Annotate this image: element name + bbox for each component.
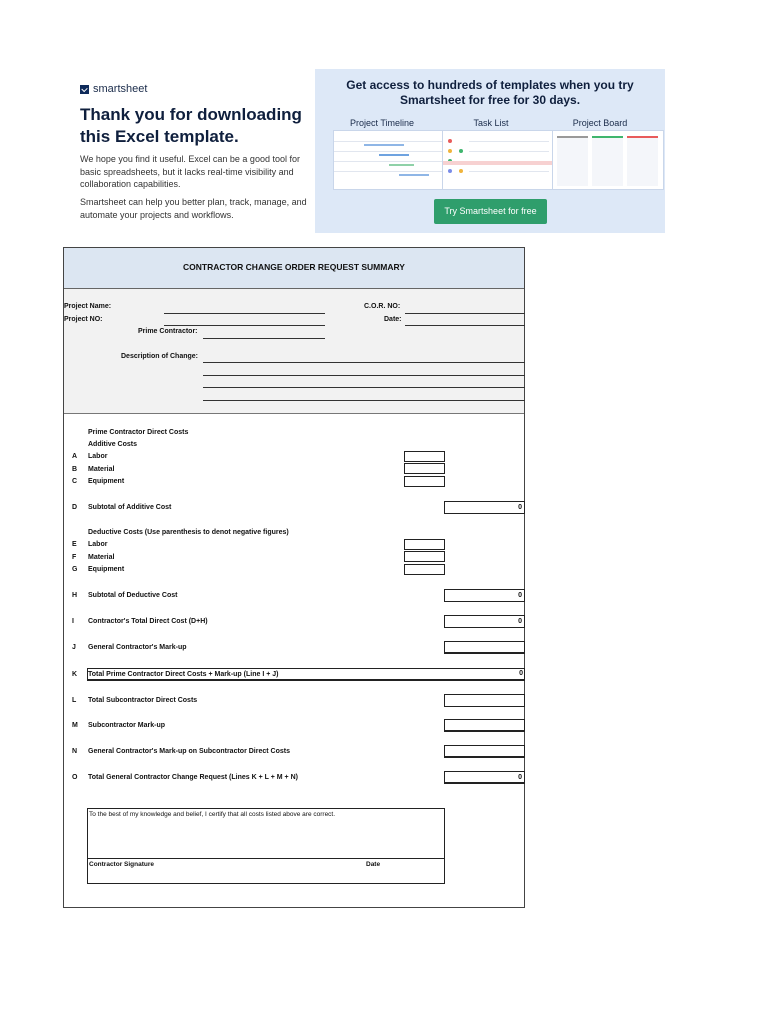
project-info-area [64,289,524,414]
line-g-label: Equipment [88,566,125,573]
date-label: Date: [384,316,402,323]
description-line-4[interactable] [203,400,525,401]
additive-costs-heading: Additive Costs [88,441,138,448]
subtotal-additive-value[interactable]: 0 [444,501,525,514]
line-n-label: General Contractor's Mark-up on Subcontractor Direct Costs [88,748,290,755]
line-h-label: Subtotal of Deductive Cost [88,592,178,599]
project-board-thumbnail[interactable] [552,130,664,190]
description-label: Description of Change: [121,353,199,360]
contractor-signature-label: Contractor Signature [89,861,155,868]
deductive-equipment-input[interactable] [404,564,445,575]
subcontractor-direct-costs-value[interactable] [444,694,525,707]
line-m-label: Subcontractor Mark-up [88,722,166,729]
line-b-letter: B [72,466,78,473]
line-d-label: Subtotal of Additive Cost [88,504,172,511]
line-i-label: Contractor's Total Direct Cost (D+H) [88,618,208,625]
project-timeline-thumbnail[interactable] [333,130,445,190]
logo-text: smartsheet [93,83,148,95]
certification-statement: To the best of my knowledge and belief, I certify that all costs listed above are correct. [89,811,336,818]
smartsheet-logo-icon [80,85,89,94]
line-d-letter: D [72,504,78,511]
intro-paragraph: We hope you find it useful. Excel can be a good tool for basic spreadsheets, but it lacks real-time visibility and collaboration capabilities. [80,154,300,189]
line-g-letter: G [72,566,78,573]
line-f-letter: F [72,554,77,561]
cor-no-field[interactable] [405,313,525,314]
prime-contractor-label: Prime Contractor: [138,328,198,335]
line-l-letter: L [72,697,77,704]
total-direct-cost-value[interactable]: 0 [444,615,525,628]
additive-equipment-input[interactable] [404,476,445,487]
description-line-2[interactable] [203,375,525,376]
total-change-request-value[interactable]: 0 [444,771,525,784]
line-j-label: General Contractor's Mark-up [88,644,187,651]
line-n-letter: N [72,748,78,755]
project-no-field[interactable] [164,325,325,326]
line-o-label: Total General Contractor Change Request (Lines K + L + M + N) [88,774,298,781]
line-f-label: Material [88,554,115,561]
prime-contractor-field[interactable] [203,338,325,339]
form-title: CONTRACTOR CHANGE ORDER REQUEST SUMMARY [183,262,405,272]
line-e-letter: E [72,541,77,548]
line-o-letter: O [72,774,78,781]
line-k-letter: K [72,671,78,678]
prime-direct-costs-heading: Prime Contractor Direct Costs [88,429,189,436]
project-name-field[interactable] [164,313,325,314]
project-name-label: Project Name: [64,303,112,310]
thumb-label-project-board: Project Board [572,118,628,128]
additive-labor-input[interactable] [404,451,445,462]
subtotal-deductive-value[interactable]: 0 [444,589,525,602]
thanks-title: Thank you for downloading this Excel template. [80,105,302,146]
line-a-letter: A [72,453,78,460]
task-list-thumbnail[interactable] [442,130,554,190]
smartsheet-paragraph: Smartsheet can help you better plan, track, manage, and automate your projects and workflows. [80,197,307,220]
date-field[interactable] [405,325,525,326]
description-line-3[interactable] [203,387,525,388]
line-i-letter: I [72,618,74,625]
smartsheet-logo [80,83,147,95]
try-smartsheet-button[interactable]: Try Smartsheet for free [434,199,547,224]
line-b-label: Material [88,466,115,473]
thumb-label-project-timeline: Project Timeline [349,118,415,128]
deductive-material-input[interactable] [404,551,445,562]
line-l-label: Total Subcontractor Direct Costs [88,697,198,704]
line-e-label: Labor [88,541,108,548]
subcontractor-markup-value[interactable] [444,719,525,732]
total-prime-value[interactable]: 0 [519,670,523,677]
signature-date-label: Date [366,861,381,868]
thumb-label-task-list: Task List [473,118,509,128]
additive-material-input[interactable] [404,463,445,474]
gc-markup-value[interactable] [444,641,525,654]
signature-line[interactable] [87,858,445,859]
deductive-costs-heading: Deductive Costs (Use parenthesis to denot negative figures) [88,529,289,536]
line-h-letter: H [72,592,78,599]
certification-box [87,808,445,884]
line-a-label: Labor [88,453,108,460]
line-c-label: Equipment [88,478,125,485]
line-c-letter: C [72,478,78,485]
project-no-label: Project NO: [64,316,103,323]
line-j-letter: J [72,644,76,651]
deductive-labor-input[interactable] [404,539,445,550]
description-line-1[interactable] [203,362,525,363]
cor-no-label: C.O.R. NO: [364,303,401,310]
gc-markup-on-sub-value[interactable] [444,745,525,758]
line-k-label: Total Prime Contractor Direct Costs + Mark-up (Line I + J) [88,671,279,678]
promo-title: Get access to hundreds of templates when you try Smartsheet for free for 30 days. [346,78,634,107]
line-m-letter: M [72,722,78,729]
